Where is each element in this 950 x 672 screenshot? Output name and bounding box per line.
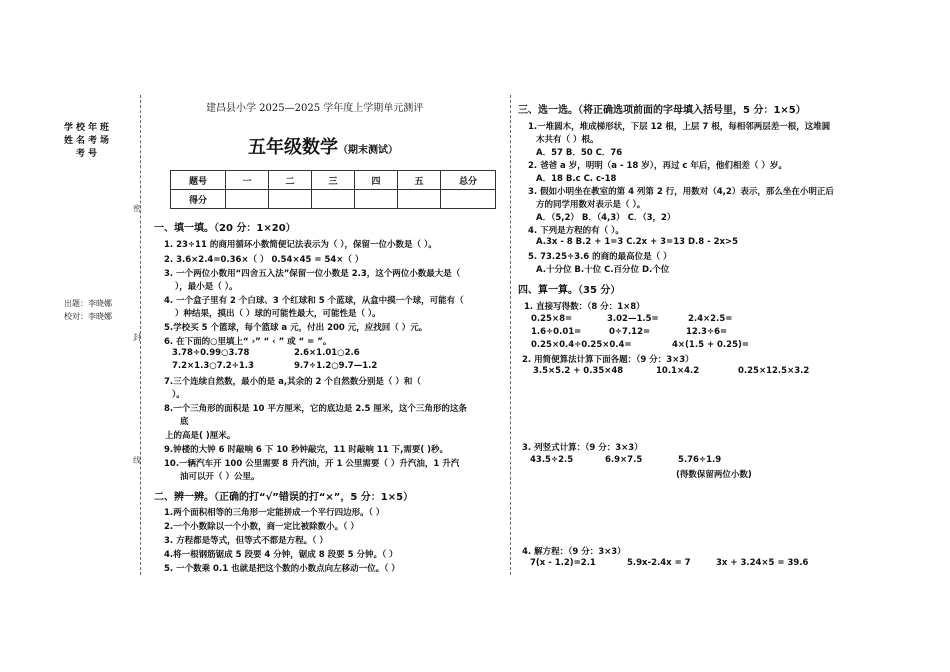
fill-q3-cont: ），最小是（ ）。 bbox=[175, 282, 238, 292]
score-cell bbox=[398, 190, 441, 209]
fill-q4: 4. 一个盒子里有 2 个白球、3 个红球和 5 个蓝球，从盒中摸一个球，可能有（ bbox=[164, 296, 464, 306]
choice-q2-options: A．18 B.c C. c-18 bbox=[536, 174, 617, 184]
calc-p3-item: 6.9×7.5 bbox=[605, 455, 643, 465]
exam-title-note: （期末测试） bbox=[338, 145, 398, 156]
fill-q4-cont: ）种结果，摸出（ ）球的可能性最大，可能性是（ ）。 bbox=[175, 309, 381, 319]
calc-p3-item: 5.76÷1.9 bbox=[678, 455, 722, 465]
fill-q1: 1. 23÷11 的商用循环小数简便记法表示为（ ），保留一位小数是（ ）。 bbox=[164, 240, 437, 250]
calc-p1-item: 12.3÷6= bbox=[686, 327, 728, 337]
calc-p1-item: 3.02—1.5= bbox=[607, 314, 659, 324]
seal-char-2: 封 bbox=[133, 333, 141, 342]
choice-q5: 5. 73.25÷3.6 的商的最高位是（ ） bbox=[528, 252, 672, 262]
calc-p2-item: 10.1×4.2 bbox=[656, 366, 700, 376]
score-header-cell: 五 bbox=[398, 171, 441, 190]
score-header-cell: 二 bbox=[269, 171, 312, 190]
score-table-header-row bbox=[171, 171, 496, 190]
reviewer-label: 校对：李晓娜 bbox=[64, 312, 112, 321]
score-row-label: 得分 bbox=[171, 190, 226, 209]
author-label: 出题：李晓娜 bbox=[64, 299, 112, 308]
score-cell bbox=[312, 190, 355, 209]
column-divider bbox=[510, 95, 511, 575]
calc-p1-item: 1.6÷0.01= bbox=[531, 327, 582, 337]
calc-p3-title: 3. 列竖式计算：（9 分：3×3） bbox=[522, 443, 643, 453]
calc-p4-item: 3x + 3.24×5 = 39.6 bbox=[716, 558, 809, 568]
score-cell bbox=[355, 190, 398, 209]
fill-q6-d: 9.7÷1.2○9.7—1.2 bbox=[294, 361, 378, 371]
judge-q3: 3. 方程都是等式，但等式不都是方程。（ ） bbox=[164, 536, 328, 546]
calc-p2-item: 0.25×12.5×3.2 bbox=[738, 366, 810, 376]
calc-p3-item: 43.5÷2.5 bbox=[530, 455, 574, 465]
calc-p1-item: 0.25×8= bbox=[531, 314, 573, 324]
fill-q6-b: 2.6×1.01○2.6 bbox=[294, 348, 360, 358]
fill-q7-cont: ）。 bbox=[172, 390, 185, 400]
calc-p3-note: (得数保留两位小数) bbox=[676, 470, 752, 480]
calc-p1-item: 2.4×2.5= bbox=[688, 314, 733, 324]
section-calc-title: 四、算一算。（35 分） bbox=[518, 285, 621, 296]
section-fill-title: 一、填一填。（20 分：1×20） bbox=[154, 223, 296, 234]
score-header-cell: 一 bbox=[226, 171, 269, 190]
fill-q3: 3. 一个两位小数用“四舍五入法”保留一位小数是 2.3，这个两位小数最大是（ bbox=[164, 269, 461, 279]
choice-q3: 3. 假如小明坐在教室的第 4 列第 2 行，用数对（4,2）表示，那么坐在小明正后 bbox=[528, 187, 834, 197]
score-table-score-row bbox=[171, 190, 496, 209]
choice-q3-options: A．（5,2） B．（4,3） C．（3，2） bbox=[536, 213, 676, 223]
calc-p1-title: 1. 直接写得数：（8 分：1×8） bbox=[524, 302, 645, 312]
choice-q2: 2. 爸爸 a 岁，明明（a - 18 岁），再过 c 年后，他们相差（ ）岁。 bbox=[528, 161, 787, 171]
judge-q1: 1.两个面积相等的三角形一定能拼成一个平行四边形。（ ） bbox=[164, 508, 385, 518]
judge-q5: 5. 一个数乘 0.1 也就是把这个数的小数点向左移动一位。（ ） bbox=[164, 564, 400, 574]
fill-q10-cont: 油可以开（ ）公里。 bbox=[180, 472, 260, 482]
fill-q2: 2. 3.6×2.4=0.36×（ ） 0.54×45 = 54×（ ） bbox=[164, 255, 364, 265]
fill-q6: 6. 在下面的○里填上“ ›” “ ‹ ” 或 “ = ”。 bbox=[164, 337, 332, 347]
fill-q8: 8.一个三角形的面积是 10 平方厘米，它的底边是 2.5 厘米，这个三角形的这条 bbox=[164, 404, 467, 414]
fill-q9: 9.钟楼的大钟 6 时敲响 6 下 10 秒钟敲完，11 时敲响 11 下,需要( )秒。 bbox=[164, 445, 449, 455]
seal-char-1: 密 bbox=[133, 204, 141, 213]
choice-q4: 4. 下列是方程的有（ ）。 bbox=[528, 226, 624, 236]
fill-q10: 10.一辆汽车开 100 公里需要 8 升汽油，开 1 公里需要（ ）升汽油，1 升汽 bbox=[164, 459, 460, 469]
choice-q5-options: A.十分位 B.十位 C.百分位 D.个位 bbox=[536, 265, 670, 275]
exam-title-text: 五年级数学 bbox=[248, 137, 338, 158]
calc-p4-item: 7(x - 1.2)=2.1 bbox=[530, 558, 596, 568]
judge-q4: 4.将一根钢筋锯成 5 段要 4 分钟，锯成 8 段要 5 分钟。（ ） bbox=[164, 550, 398, 560]
calc-p1-item: 0.25×0.4÷0.25×0.4= bbox=[531, 340, 632, 350]
school-class-label: 学校年班 bbox=[64, 123, 113, 133]
exam-subtitle: 建昌县小学 2025—2025 学年度上学期单元测评 bbox=[206, 103, 424, 114]
calc-p2-item: 3.5×5.2 + 0.35×48 bbox=[533, 366, 624, 376]
score-cell bbox=[269, 190, 312, 209]
choice-q4-options: A.3x - 8 B.2 + 1=3 C.2x + 3=13 D.8 - 2x>5 bbox=[536, 237, 739, 247]
score-header-cell: 总分 bbox=[441, 171, 496, 190]
score-cell bbox=[226, 190, 269, 209]
score-table bbox=[170, 170, 496, 209]
fill-q6-c: 7.2×1.3○7.2÷1.3 bbox=[172, 361, 254, 371]
fill-q6-a: 3.78÷0.99○3.78 bbox=[172, 348, 250, 358]
score-header-cell: 四 bbox=[355, 171, 398, 190]
calc-p4-title: 4. 解方程：（9 分：3×3） bbox=[522, 547, 626, 557]
name-room-label: 姓名考场 bbox=[64, 136, 113, 146]
fill-q8-cont2: 上的高是( )厘米。 bbox=[165, 431, 236, 441]
section-judge-title: 二、辨一辨。（正确的打“√”错误的打“×”，5 分：1×5） bbox=[154, 492, 414, 503]
choice-q1-cont: 木共有（ ）根。 bbox=[536, 135, 599, 145]
fill-q8-cont: 底 bbox=[180, 417, 189, 427]
choice-q1-options: A．57 B．50 C．76 bbox=[536, 148, 623, 158]
section-choice-title: 三、选一选。（将正确选项前面的字母填入括号里，5 分：1×5） bbox=[518, 105, 806, 116]
fill-q5: 5.学校买 5 个篮球，每个篮球 a 元，付出 200 元，应找回（ ）元。 bbox=[164, 323, 428, 333]
choice-q1: 1.一堆圆木，堆成梯形状，下层 12 根，上层 7 根，每相邻两层差一根，这堆圆 bbox=[528, 122, 831, 132]
calc-p4-item: 5.9x-2.4x = 7 bbox=[627, 558, 691, 568]
score-header-cell: 三 bbox=[312, 171, 355, 190]
calc-p1-item: 0÷7.12= bbox=[609, 327, 651, 337]
calc-p2-title: 2. 用简便算法计算下面各题：（9 分：3×3） bbox=[522, 355, 694, 365]
fill-q7: 7.三个连续自然数，最小的是 a,其余的 2 个自然数分别是（ ）和（ bbox=[164, 377, 421, 387]
score-cell bbox=[441, 190, 496, 209]
exam-title bbox=[248, 133, 398, 159]
choice-q3-cont: 方的同学用数对表示是（ ）。 bbox=[536, 200, 646, 210]
calc-p1-item: 4×(1.5 + 0.25)= bbox=[672, 340, 749, 350]
judge-q2: 2.一个小数除以一个小数，商一定比被除数小。（ ） bbox=[164, 522, 359, 532]
exam-number-label: 考号 bbox=[76, 149, 101, 159]
seal-char-3: 线 bbox=[133, 456, 141, 465]
score-header-cell: 题号 bbox=[171, 171, 226, 190]
